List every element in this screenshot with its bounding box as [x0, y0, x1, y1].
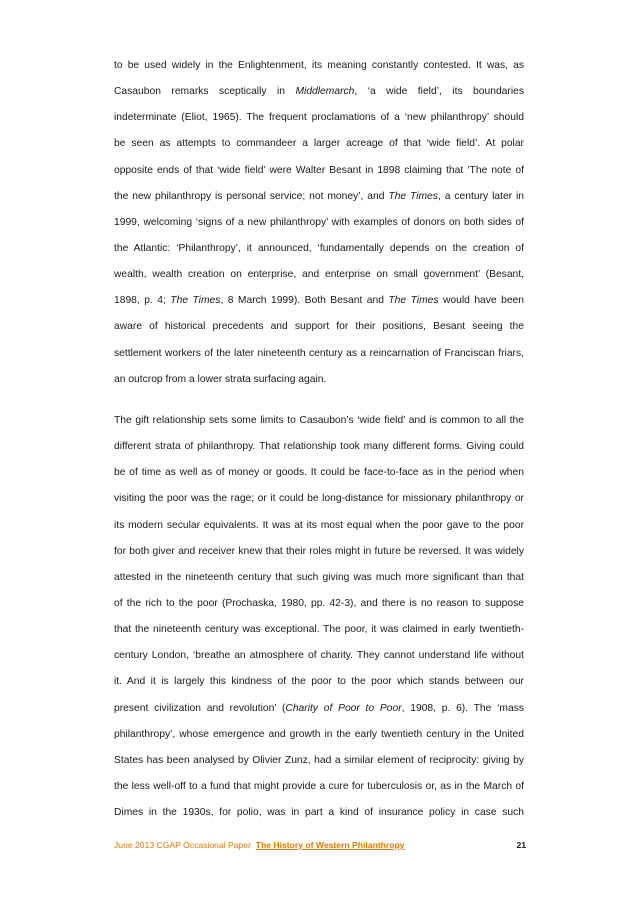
- paragraph-line: [114, 434, 524, 460]
- line-text: to be used widely in the Enlightenment, its meaning constantly contested. It was, as: [114, 60, 524, 71]
- italic-title: The Times: [388, 295, 439, 307]
- footer-publication: June 2013 CGAP Occasional Paper: [114, 840, 251, 850]
- paragraph-line: [114, 367, 524, 393]
- paragraph-line: [114, 158, 524, 184]
- line-text: present civilization and revolution’ (: [114, 702, 286, 714]
- paragraph-2: [114, 408, 524, 826]
- line-text: be seen as attempts to commandeer a larger acreage of that ‘wide field’. At polar: [114, 138, 524, 150]
- line-text: indeterminate (Eliot, 1965). The frequent proclamations of a ‘new philanthropy’ should: [114, 112, 524, 124]
- paragraph-line: [114, 539, 524, 565]
- line-text: the new philanthropy is personal service; not money’, and: [114, 190, 389, 202]
- paragraph-line: [114, 236, 524, 262]
- paragraph-line: [114, 617, 524, 643]
- paragraph-line: [114, 79, 524, 105]
- paragraph-line: [114, 341, 524, 367]
- paragraph-1: [114, 53, 524, 393]
- paragraph-line: [114, 722, 524, 748]
- line-text: , 1908, p. 6). The ‘mass: [401, 702, 525, 714]
- line-text: of the rich to the poor (Prochaska, 1980, pp. 42-3), and there is no reason to suppose: [114, 597, 524, 609]
- line-text: philanthropy’, whose emergence and growth in the early twentieth century in the United: [114, 728, 524, 740]
- paragraph-line: [114, 184, 524, 210]
- paragraph-line: [114, 262, 524, 288]
- paragraph-line: [114, 288, 524, 314]
- paragraph-line: [114, 314, 524, 340]
- line-text: , ‘a wide field’, its boundaries: [354, 86, 524, 98]
- line-text: the less well-off to a fund that might provide a cure for tuberculosis or, as in the March of: [114, 780, 524, 792]
- paragraph-line: [114, 591, 524, 617]
- line-text: opposite ends of that ‘wide field’ were Walter Besant in 1898 claiming that ‘The note of: [114, 164, 524, 176]
- line-text: its modern secular equivalents. It was at its most equal when the poor gave to the poor: [114, 519, 524, 531]
- line-text: aware of historical precedents and support for their positions, Besant seeing the: [114, 321, 524, 333]
- paragraph-line: [114, 800, 524, 826]
- paragraph-line: [114, 669, 524, 695]
- paragraph-line: [114, 460, 524, 486]
- line-text: it. And it is largely this kindness of the poor to the poor which stands between our: [114, 676, 524, 688]
- line-text: that the nineteenth century was exceptional. The poor, it was claimed in early twentieth-: [114, 624, 524, 636]
- italic-title: The Times: [388, 190, 438, 202]
- paragraph-line: [114, 408, 524, 434]
- paragraph-line: [114, 210, 524, 236]
- line-text: , 8 March 1999). Both Besant and: [220, 295, 389, 307]
- paragraph-line: [114, 513, 524, 539]
- italic-title: Charity of Poor to Poor: [285, 702, 402, 714]
- line-text: an outcrop from a lower strata surfacing again.: [114, 373, 327, 385]
- line-text: 1898, p. 4;: [114, 295, 171, 307]
- paragraph-line: [114, 565, 524, 591]
- line-text: Dimes in the 1930s, for polio, was in part a kind of insurance policy in case such: [114, 807, 524, 819]
- line-text: be of time as well as of money or goods. It could be face-to-face as in the period when: [114, 467, 524, 479]
- line-text: century London, ‘breathe an atmosphere of charity. They cannot understand life without: [114, 650, 524, 662]
- paragraph-line: [114, 748, 524, 774]
- italic-title: The Times: [170, 295, 221, 307]
- italic-title: Middlemarch: [295, 86, 355, 98]
- page-footer: [114, 837, 526, 853]
- line-text: visiting the poor was the rage; or it could be long-distance for missionary philanthropy or: [114, 493, 524, 505]
- line-text: Casaubon remarks sceptically in: [114, 86, 296, 98]
- line-text: settlement workers of the later nineteenth century as a reincarnation of Franciscan friars,: [114, 347, 524, 359]
- line-text: the Atlantic: ‘Philanthropy’, it announced, ‘fundamentally depends on the creation of: [114, 242, 524, 254]
- footer-left: [114, 837, 405, 853]
- paragraph-line: [114, 131, 524, 157]
- line-text: would have been: [438, 295, 525, 307]
- line-text: The gift relationship sets some limits to Casaubon’s ‘wide field’ and is common to all the: [114, 415, 524, 426]
- page-number: 21: [516, 840, 526, 850]
- paragraph-line: [114, 105, 524, 131]
- line-text: , a century later in: [438, 190, 525, 202]
- line-text: for both giver and receiver knew that their roles might in future be reversed. It was widely: [114, 545, 524, 557]
- paragraph-line: [114, 774, 524, 800]
- paragraph-line: [114, 53, 524, 79]
- footer-title: The History of Western Philanthropy: [255, 840, 405, 850]
- line-text: 1999, welcoming ‘signs of a new philanthropy’ with examples of donors on both sides of: [114, 216, 524, 228]
- paragraph-line: [114, 643, 524, 669]
- paragraph-line: [114, 486, 524, 512]
- line-text: States has been analysed by Olivier Zunz, had a similar element of reciprocity: giving by: [114, 754, 524, 766]
- line-text: attested in the nineteenth century that such giving was much more significant than that: [114, 571, 524, 583]
- line-text: different strata of philanthropy. That relationship took many different forms. Giving could: [114, 441, 524, 453]
- line-text: wealth, wealth creation on enterprise, and enterprise on small government’ (Besant,: [114, 269, 524, 281]
- paragraph-line: [114, 696, 524, 722]
